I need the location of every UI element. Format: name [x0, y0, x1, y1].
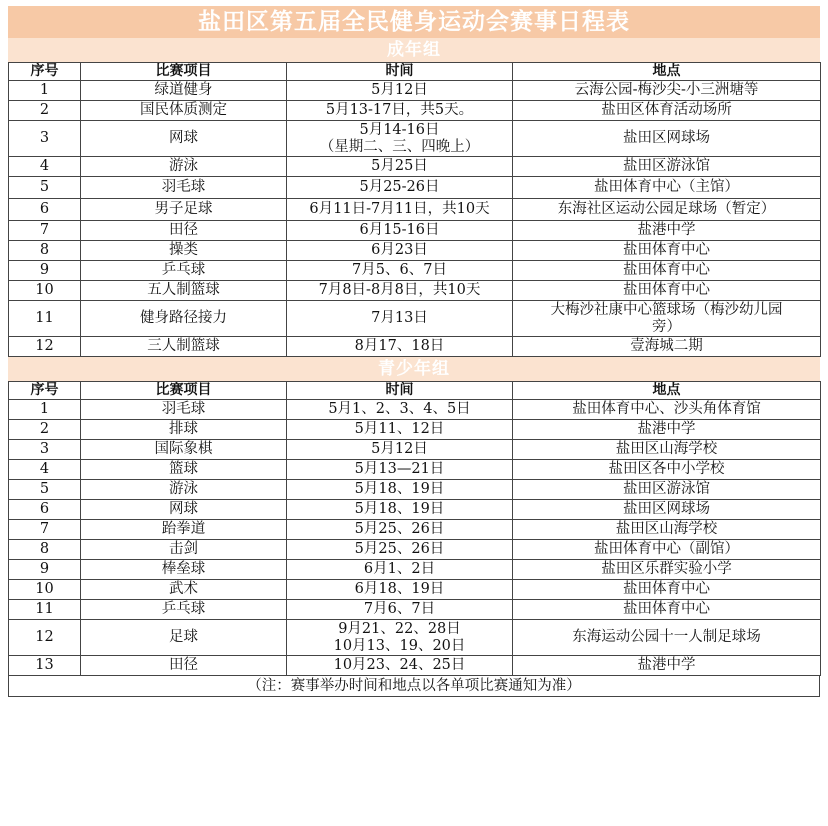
event-time: 5月18、19日 [287, 500, 513, 520]
table-row [9, 540, 821, 560]
event-time: 5月13—21日 [287, 460, 513, 480]
row-number: 8 [9, 241, 81, 261]
table-row [9, 281, 821, 301]
row-number: 7 [9, 221, 81, 241]
event-time: 7月6、7日 [287, 600, 513, 620]
event-time: 5月14-16日 （星期二、三、四晚上） [287, 121, 513, 157]
event-location: 盐田区山海学校 [513, 520, 821, 540]
event-location: 盐田区山海学校 [513, 440, 821, 460]
table-row [9, 301, 821, 337]
youth-schedule-table [8, 381, 821, 676]
column-header-item: 比赛项目 [81, 63, 287, 81]
table-row [9, 121, 821, 157]
event-location: 盐田体育中心 [513, 261, 821, 281]
row-number: 1 [9, 81, 81, 101]
event-name: 跆拳道 [81, 520, 287, 540]
column-header-time: 时间 [287, 382, 513, 400]
event-location: 盐港中学 [513, 221, 821, 241]
event-time: 7月5、6、7日 [287, 261, 513, 281]
row-number: 1 [9, 400, 81, 420]
row-number: 13 [9, 656, 81, 676]
event-name: 篮球 [81, 460, 287, 480]
event-location: 盐田区网球场 [513, 500, 821, 520]
row-number: 9 [9, 560, 81, 580]
event-name: 羽毛球 [81, 177, 287, 199]
event-time: 5月11、12日 [287, 420, 513, 440]
table-row [9, 400, 821, 420]
event-location: 云海公园-梅沙尖-小三洲塘等 [513, 81, 821, 101]
table-row [9, 656, 821, 676]
event-name: 五人制篮球 [81, 281, 287, 301]
column-header-item: 比赛项目 [81, 382, 287, 400]
event-time: 6月18、19日 [287, 580, 513, 600]
row-number: 5 [9, 177, 81, 199]
schedule-title: 盐田区第五届全民健身运动会赛事日程表 [8, 6, 820, 38]
table-row [9, 101, 821, 121]
row-number: 8 [9, 540, 81, 560]
event-location: 壹海城二期 [513, 337, 821, 357]
event-location: 盐田体育中心 [513, 580, 821, 600]
event-name: 乒乓球 [81, 261, 287, 281]
table-row [9, 420, 821, 440]
event-location: 大梅沙社康中心篮球场（梅沙幼儿园 旁） [513, 301, 821, 337]
event-location: 东海运动公园十一人制足球场 [513, 620, 821, 656]
event-location: 盐港中学 [513, 420, 821, 440]
event-location: 盐田体育中心、沙头角体育馆 [513, 400, 821, 420]
event-time: 7月8日-8月8日，共10天 [287, 281, 513, 301]
section-adult-label: 成年组 [8, 38, 820, 62]
event-time: 5月25、26日 [287, 540, 513, 560]
event-name: 国际象棋 [81, 440, 287, 460]
event-name: 网球 [81, 500, 287, 520]
section-youth-label: 青少年组 [8, 357, 820, 381]
event-location: 盐田区网球场 [513, 121, 821, 157]
adult-schedule-table [8, 62, 821, 357]
event-name: 田径 [81, 221, 287, 241]
event-name: 田径 [81, 656, 287, 676]
event-location: 盐田区游泳馆 [513, 157, 821, 177]
event-time: 6月23日 [287, 241, 513, 261]
column-header-no: 序号 [9, 63, 81, 81]
event-location: 盐田体育中心 [513, 241, 821, 261]
event-name: 健身路径接力 [81, 301, 287, 337]
event-name: 击剑 [81, 540, 287, 560]
schedule-sheet [8, 6, 820, 697]
event-name: 棒垒球 [81, 560, 287, 580]
event-location: 盐田区游泳馆 [513, 480, 821, 500]
event-time: 5月12日 [287, 81, 513, 101]
schedule-note: （注：赛事举办时间和地点以各单项比赛通知为准） [8, 676, 820, 697]
event-location: 盐港中学 [513, 656, 821, 676]
event-name: 操类 [81, 241, 287, 261]
table-row [9, 221, 821, 241]
event-name: 绿道健身 [81, 81, 287, 101]
column-header-location: 地点 [513, 63, 821, 81]
event-location: 盐田区乐群实验小学 [513, 560, 821, 580]
event-time: 9月21、22、28日 10月13、19、20日 [287, 620, 513, 656]
table-row [9, 157, 821, 177]
row-number: 12 [9, 337, 81, 357]
event-time: 5月1、2、3、4、5日 [287, 400, 513, 420]
event-location: 盐田体育中心（副馆） [513, 540, 821, 560]
event-location: 盐田体育中心 [513, 281, 821, 301]
event-name: 网球 [81, 121, 287, 157]
event-name: 男子足球 [81, 199, 287, 221]
table-row [9, 177, 821, 199]
row-number: 2 [9, 101, 81, 121]
column-header-location: 地点 [513, 382, 821, 400]
event-time: 5月25-26日 [287, 177, 513, 199]
row-number: 3 [9, 440, 81, 460]
event-time: 5月25日 [287, 157, 513, 177]
row-number: 10 [9, 580, 81, 600]
column-header-no: 序号 [9, 382, 81, 400]
row-number: 4 [9, 157, 81, 177]
event-time: 6月11日-7月11日，共10天 [287, 199, 513, 221]
table-row [9, 580, 821, 600]
event-location: 盐田体育中心（主馆） [513, 177, 821, 199]
event-name: 三人制篮球 [81, 337, 287, 357]
table-row [9, 81, 821, 101]
event-name: 游泳 [81, 480, 287, 500]
event-time: 5月12日 [287, 440, 513, 460]
table-row [9, 560, 821, 580]
event-location: 盐田区体育活动场所 [513, 101, 821, 121]
row-number: 6 [9, 199, 81, 221]
row-number: 3 [9, 121, 81, 157]
event-name: 羽毛球 [81, 400, 287, 420]
table-row [9, 520, 821, 540]
row-number: 5 [9, 480, 81, 500]
table-row [9, 460, 821, 480]
table-row [9, 261, 821, 281]
event-time: 8月17、18日 [287, 337, 513, 357]
event-name: 乒乓球 [81, 600, 287, 620]
column-header-time: 时间 [287, 63, 513, 81]
table-row [9, 480, 821, 500]
event-time: 5月25、26日 [287, 520, 513, 540]
event-name: 游泳 [81, 157, 287, 177]
row-number: 2 [9, 420, 81, 440]
row-number: 7 [9, 520, 81, 540]
row-number: 4 [9, 460, 81, 480]
event-location: 盐田区各中小学校 [513, 460, 821, 480]
event-time: 6月1、2日 [287, 560, 513, 580]
row-number: 9 [9, 261, 81, 281]
event-time: 5月18、19日 [287, 480, 513, 500]
event-location: 东海社区运动公园足球场（暂定） [513, 199, 821, 221]
row-number: 12 [9, 620, 81, 656]
event-time: 10月23、24、25日 [287, 656, 513, 676]
row-number: 11 [9, 600, 81, 620]
adult-header-row [9, 63, 821, 81]
table-row [9, 241, 821, 261]
youth-header-row [9, 382, 821, 400]
event-name: 足球 [81, 620, 287, 656]
table-row [9, 337, 821, 357]
table-row [9, 440, 821, 460]
event-name: 武术 [81, 580, 287, 600]
table-row [9, 620, 821, 656]
event-name: 国民体质测定 [81, 101, 287, 121]
event-location: 盐田体育中心 [513, 600, 821, 620]
table-row [9, 500, 821, 520]
row-number: 10 [9, 281, 81, 301]
event-time: 6月15-16日 [287, 221, 513, 241]
event-time: 7月13日 [287, 301, 513, 337]
table-row [9, 199, 821, 221]
row-number: 11 [9, 301, 81, 337]
event-name: 排球 [81, 420, 287, 440]
row-number: 6 [9, 500, 81, 520]
table-row [9, 600, 821, 620]
event-time: 5月13-17日，共5天。 [287, 101, 513, 121]
